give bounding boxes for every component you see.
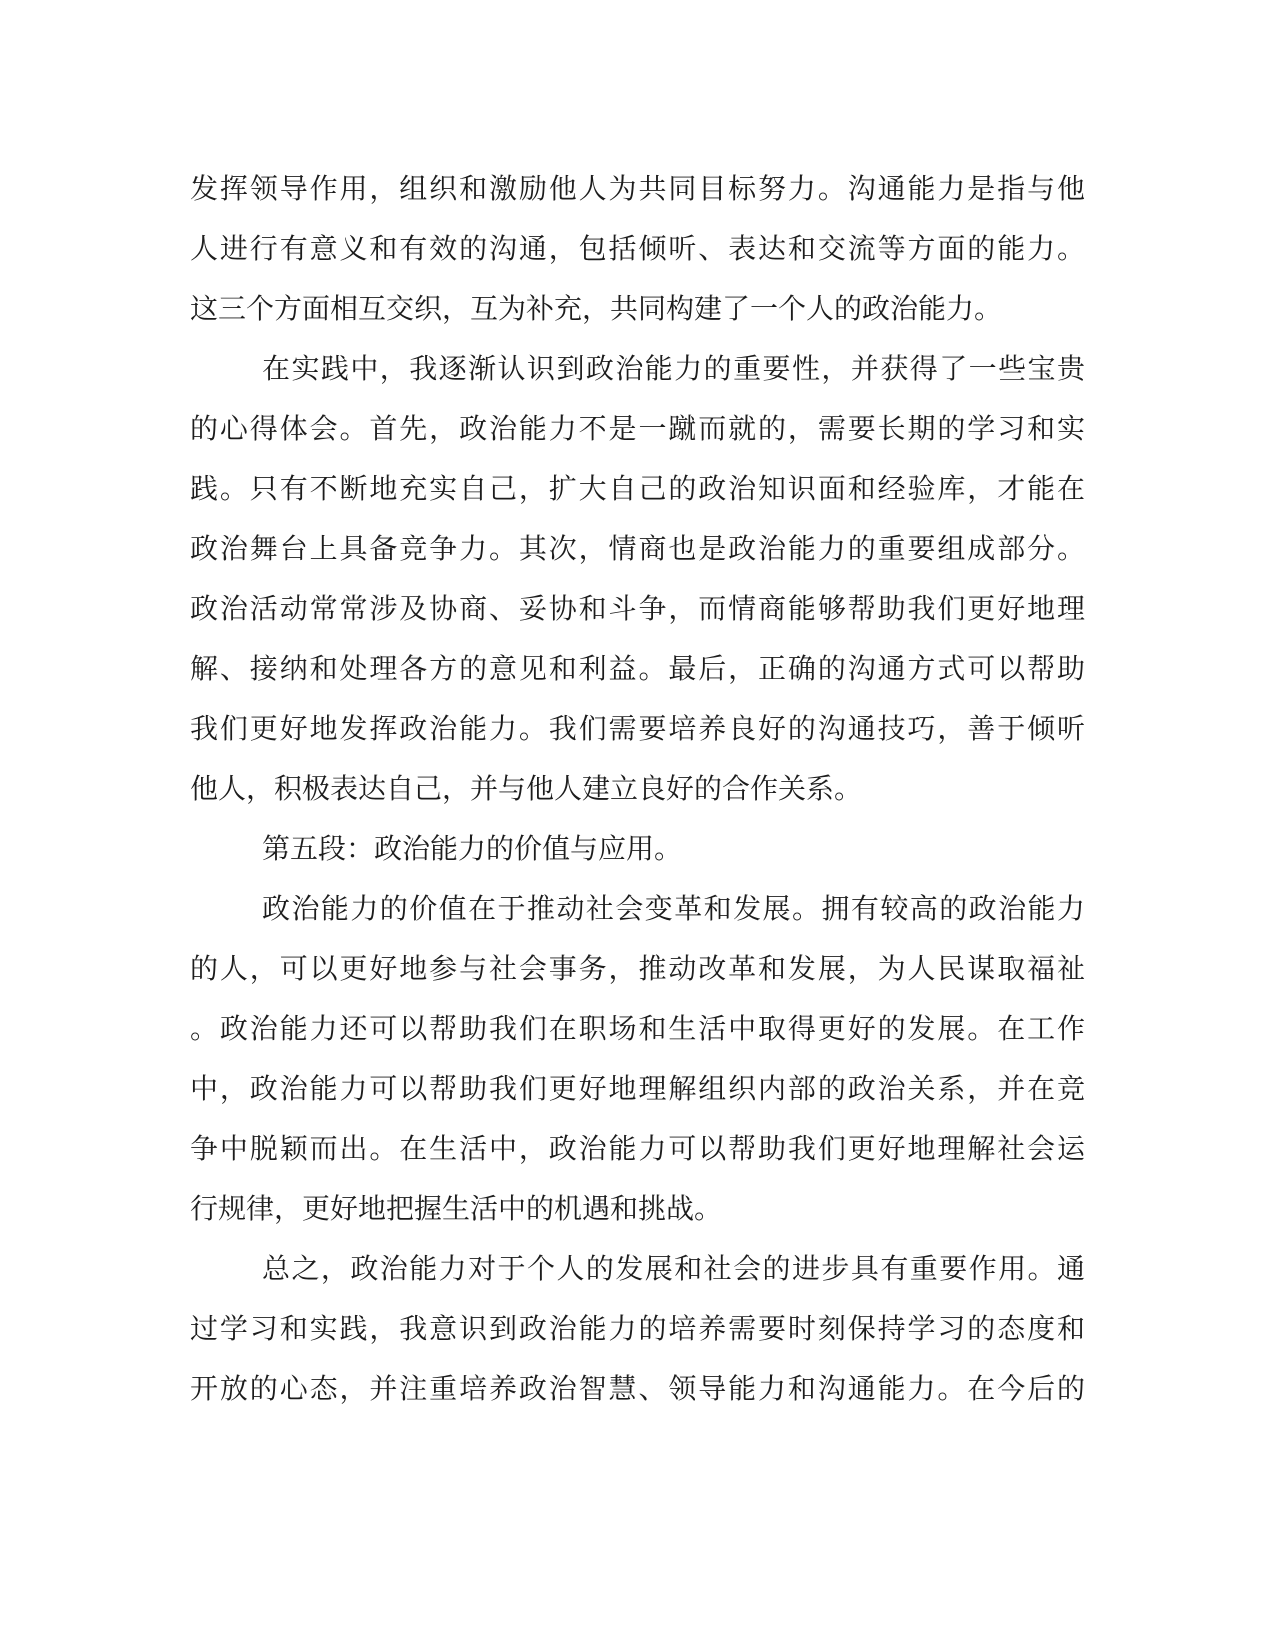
text-line: 践。只有不断地充实自己，扩大自己的政治知识面和经验库，才能在 [190,472,1085,505]
section-heading-text: 第五段：政治能力的价值与应用。 [262,832,683,865]
text-line: 中，政治能力可以帮助我们更好地理解组织内部的政治关系，并在竞 [190,1072,1085,1105]
paragraph-leadership-communication [190,159,1085,339]
text-line: 。政治能力还可以帮助我们在职场和生活中取得更好的发展。在工作 [190,1012,1085,1045]
text-line: 政治活动常常涉及协商、妥协和斗争，而情商能够帮助我们更好地理 [190,592,1085,625]
section-heading [190,819,1085,879]
text-line: 政治舞台上具备竞争力。其次，情商也是政治能力的重要组成部分。 [190,532,1085,565]
text-line: 总之，政治能力对于个人的发展和社会的进步具有重要作用。通 [262,1252,1085,1285]
text-line: 他人，积极表达自己，并与他人建立良好的合作关系。 [190,772,863,805]
text-line: 解、接纳和处理各方的意见和利益。最后，正确的沟通方式可以帮助 [190,652,1085,685]
text-line: 人进行有意义和有效的沟通，包括倾听、表达和交流等方面的能力。 [190,232,1085,265]
text-line: 过学习和实践，我意识到政治能力的培养需要时刻保持学习的态度和 [190,1312,1085,1345]
text-line: 在实践中，我逐渐认识到政治能力的重要性，并获得了一些宝贵 [262,352,1085,385]
document-body [190,159,1085,1419]
text-line: 的人，可以更好地参与社会事务，推动改革和发展，为人民谋取福祉 [190,952,1085,985]
text-line: 争中脱颖而出。在生活中，政治能力可以帮助我们更好地理解社会运 [190,1132,1085,1165]
paragraph-practice-insights [190,339,1085,819]
text-line: 这三个方面相互交织，互为补充，共同构建了一个人的政治能力。 [190,292,1003,325]
text-line: 开放的心态，并注重培养政治智慧、领导能力和沟通能力。在今后的 [190,1372,1085,1405]
text-line: 我们更好地发挥政治能力。我们需要培养良好的沟通技巧，善于倾听 [190,712,1085,745]
text-line: 发挥领导作用，组织和激励他人为共同目标努力。沟通能力是指与他 [190,172,1085,205]
paragraph-conclusion [190,1239,1085,1419]
text-line: 政治能力的价值在于推动社会变革和发展。拥有较高的政治能力 [262,892,1085,925]
text-line: 行规律，更好地把握生活中的机遇和挑战。 [190,1192,723,1225]
paragraph-value-application [190,879,1085,1239]
text-line: 的心得体会。首先，政治能力不是一蹴而就的，需要长期的学习和实 [190,412,1085,445]
